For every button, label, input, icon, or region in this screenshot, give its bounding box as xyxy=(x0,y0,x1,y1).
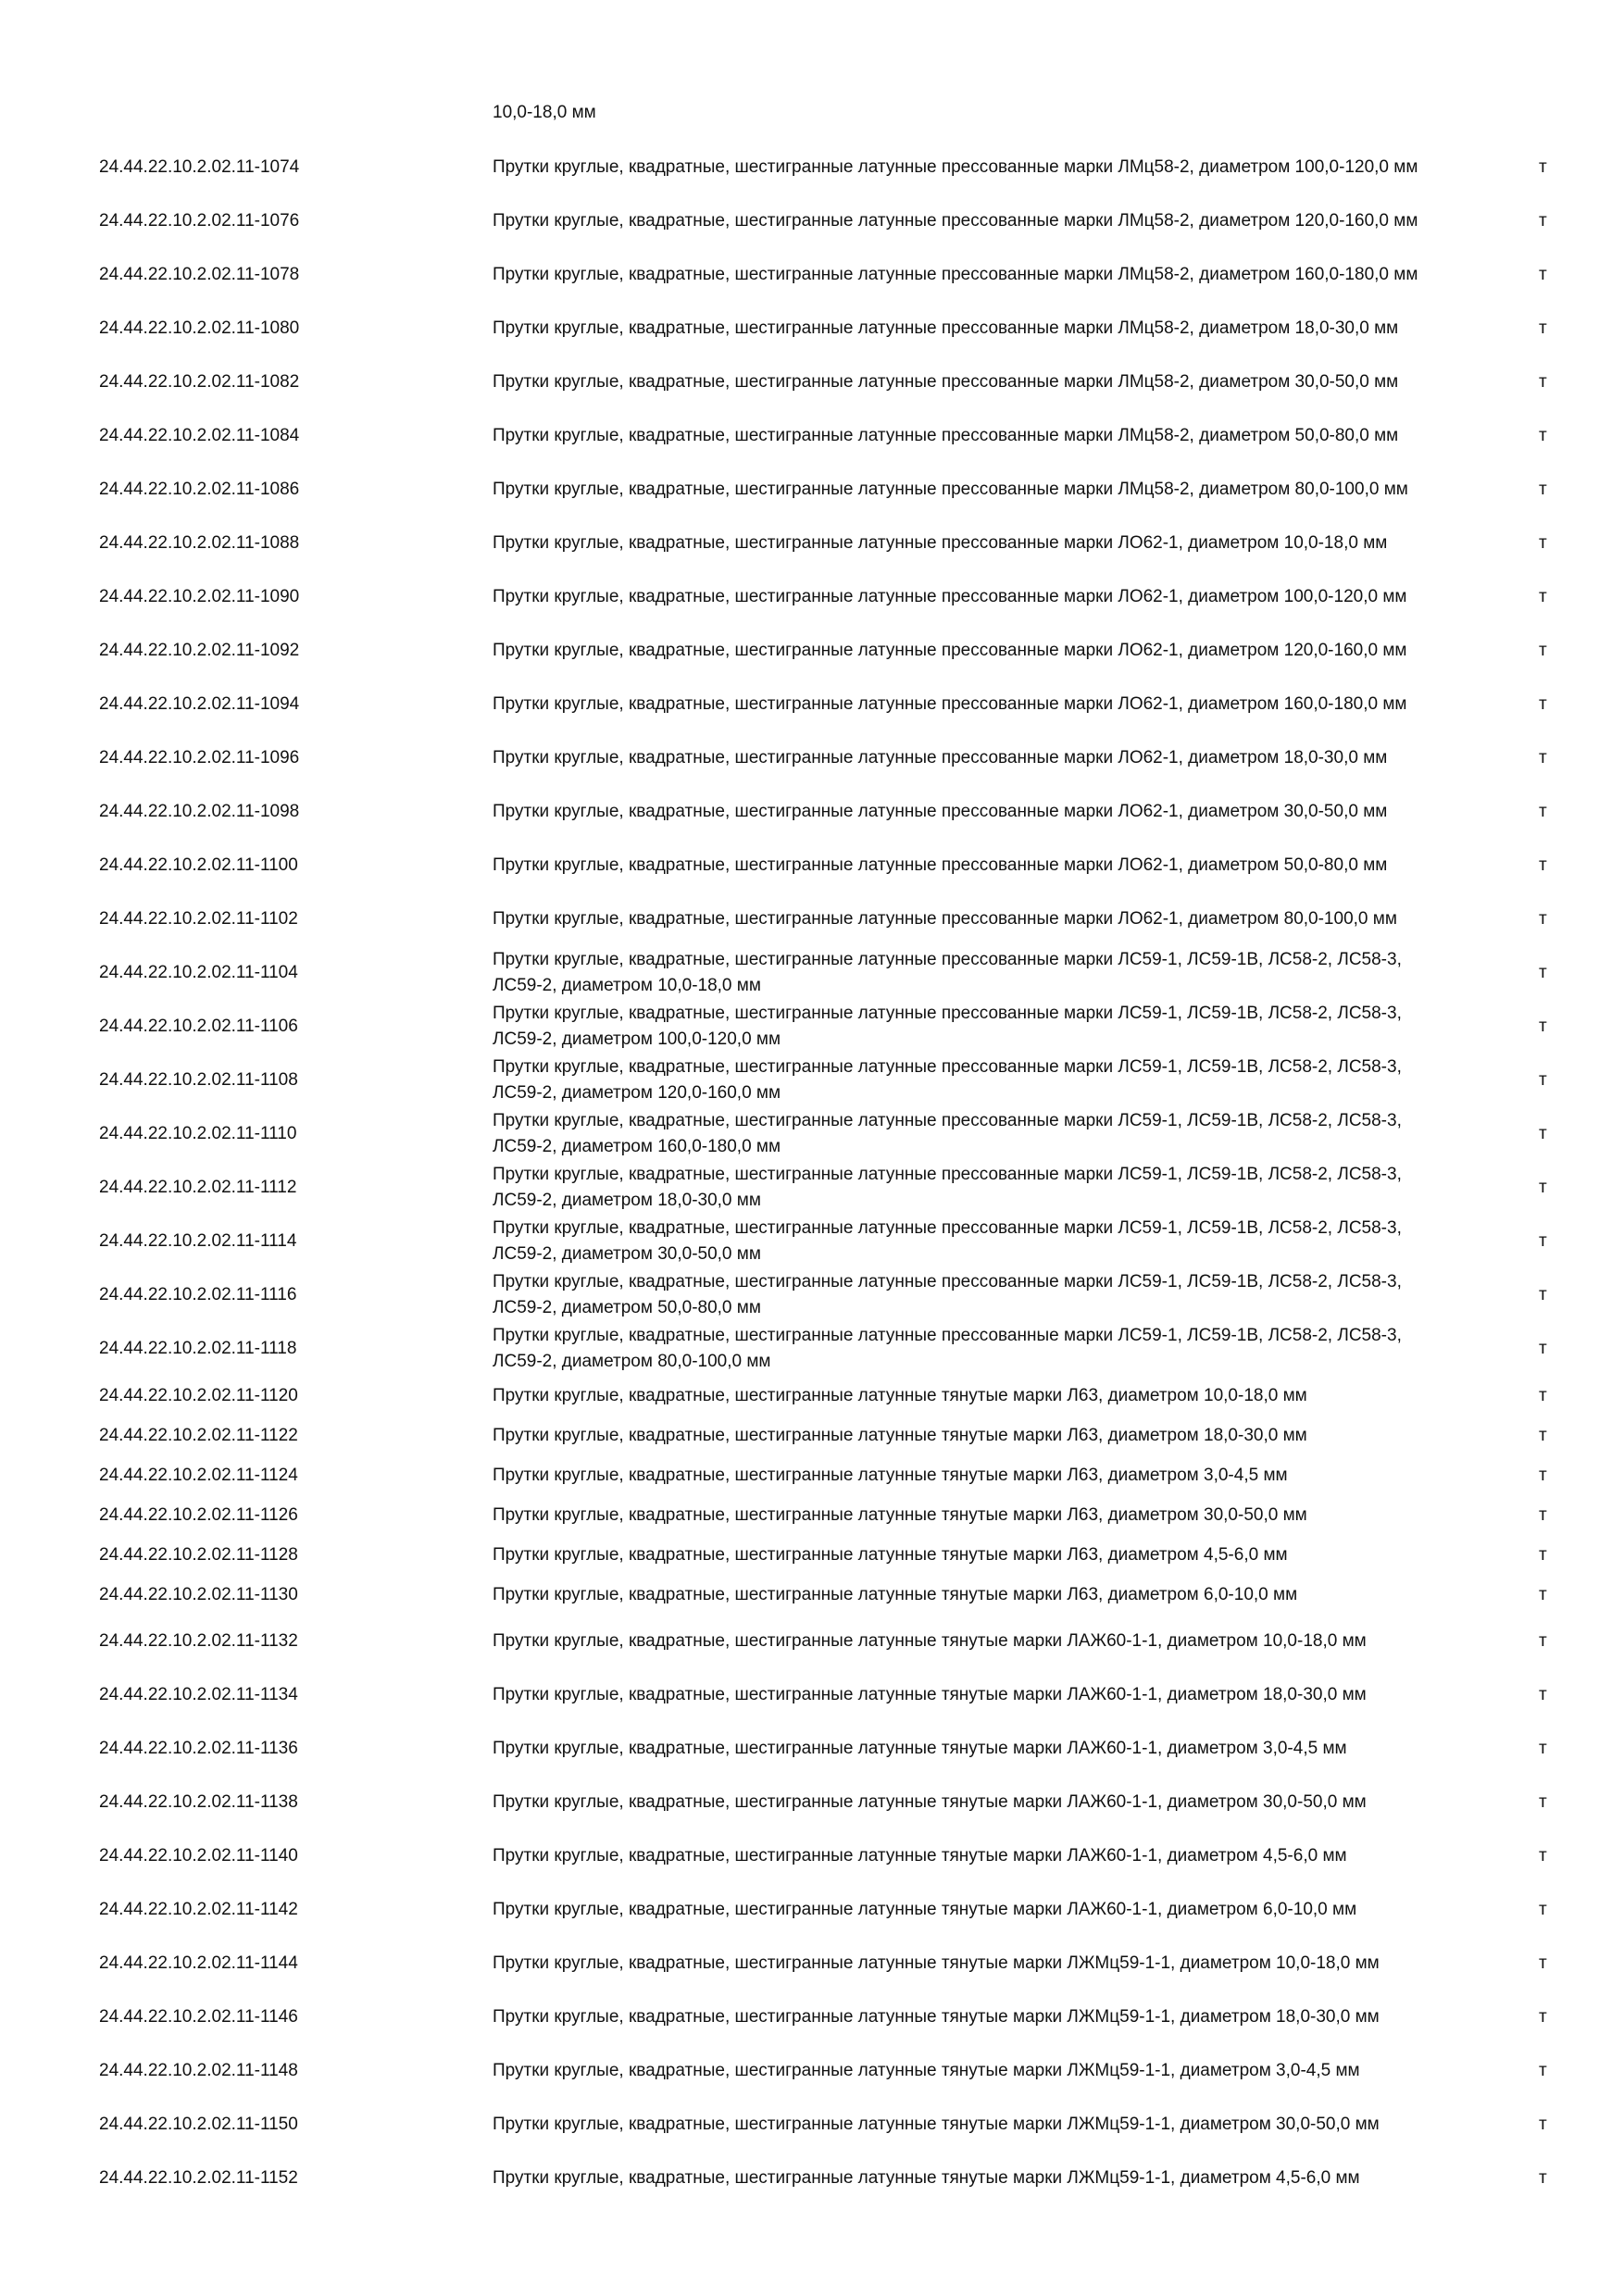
resource-code: 24.44.22.10.2.02.11-1076 xyxy=(99,211,300,231)
unit-of-measure: т xyxy=(1539,2115,1547,2134)
table-row xyxy=(0,785,1624,839)
unit-of-measure: т xyxy=(1539,2007,1547,2027)
resource-code: 24.44.22.10.2.02.11-1140 xyxy=(99,1846,298,1866)
resource-code: 24.44.22.10.2.02.11-1120 xyxy=(99,1385,298,1405)
resource-code: 24.44.22.10.2.02.11-1116 xyxy=(99,1285,297,1304)
unit-of-measure: т xyxy=(1539,587,1547,606)
resource-description: Прутки круглые, квадратные, шестигранные латунные прессованные марки ЛО62-1, диаметром 120,0-160,0 мм xyxy=(493,641,1407,660)
table-row xyxy=(0,1990,1624,2044)
table-row xyxy=(0,1416,1624,1455)
table-row xyxy=(0,731,1624,785)
table-row xyxy=(0,409,1624,463)
resource-description: Прутки круглые, квадратные, шестигранные латунные прессованные марки ЛМц58-2, диаметром 80,0-100,0 мм xyxy=(493,480,1408,499)
resource-description: Прутки круглые, квадратные, шестигранные латунные прессованные марки ЛМц58-2, диаметром 50,0-80,0 мм xyxy=(493,426,1399,445)
unit-of-measure: т xyxy=(1539,372,1547,392)
unit-of-measure: т xyxy=(1539,1231,1547,1251)
resource-description: Прутки круглые, квадратные, шестигранные латунные тянутые марки ЛАЖ60-1-1, диаметром 6,0-10,0 мм xyxy=(493,1900,1357,1919)
unit-of-measure: т xyxy=(1539,1544,1547,1565)
resource-code: 24.44.22.10.2.02.11-1122 xyxy=(99,1425,298,1445)
unit-of-measure: т xyxy=(1539,1631,1547,1651)
resource-code: 24.44.22.10.2.02.11-1128 xyxy=(99,1544,298,1565)
unit-of-measure: т xyxy=(1539,748,1547,767)
unit-of-measure: т xyxy=(1539,1178,1547,1197)
resource-description: Прутки круглые, квадратные, шестигранные латунные прессованные марки ЛО62-1, диаметром 160,0-180,0 мм xyxy=(493,694,1407,714)
unit-of-measure: т xyxy=(1539,1953,1547,1973)
unit-of-measure: т xyxy=(1539,533,1547,553)
table-row xyxy=(0,624,1624,678)
resource-code: 24.44.22.10.2.02.11-1094 xyxy=(99,694,300,714)
resource-description: Прутки круглые, квадратные, шестигранные латунные прессованные марки ЛС59-1, ЛС59-1В, ЛС58-2, ЛС58-3, ЛС59-2, диаметром 30,0-50,0 мм xyxy=(493,1218,1402,1264)
resource-code: 24.44.22.10.2.02.11-1110 xyxy=(99,1124,297,1143)
resource-code: 24.44.22.10.2.02.11-1100 xyxy=(99,855,298,875)
unit-of-measure: т xyxy=(1539,1385,1547,1405)
table-row xyxy=(0,892,1624,946)
resource-code: 24.44.22.10.2.02.11-1074 xyxy=(99,157,300,177)
resource-code: 24.44.22.10.2.02.11-1136 xyxy=(99,1739,298,1758)
unit-of-measure: т xyxy=(1539,1070,1547,1090)
resource-code: 24.44.22.10.2.02.11-1082 xyxy=(99,372,300,392)
unit-of-measure: т xyxy=(1539,1465,1547,1485)
unit-of-measure: т xyxy=(1539,1739,1547,1758)
resource-code: 24.44.22.10.2.02.11-1080 xyxy=(99,318,300,338)
resource-description: Прутки круглые, квадратные, шестигранные латунные тянутые марки Л63, диаметром 6,0-10,0 мм xyxy=(493,1584,1298,1604)
table-row xyxy=(0,1107,1624,1161)
resource-description: Прутки круглые, квадратные, шестигранные латунные тянутые марки ЛЖМц59-1-1, диаметром 10,0-18,0 мм xyxy=(493,1953,1380,1973)
resource-description: Прутки круглые, квадратные, шестигранные латунные тянутые марки ЛАЖ60-1-1, диаметром 18,0-30,0 мм xyxy=(493,1685,1367,1704)
resource-code: 24.44.22.10.2.02.11-1088 xyxy=(99,533,300,553)
unit-of-measure: т xyxy=(1539,1425,1547,1445)
resource-description: Прутки круглые, квадратные, шестигранные латунные тянутые марки Л63, диаметром 3,0-4,5 мм xyxy=(493,1465,1288,1485)
continuation-text: 10,0-18,0 мм xyxy=(493,103,596,122)
resource-description: Прутки круглые, квадратные, шестигранные латунные прессованные марки ЛМц58-2, диаметром 160,0-180,0 мм xyxy=(493,265,1418,284)
table-row xyxy=(0,1376,1624,1416)
unit-of-measure: т xyxy=(1539,802,1547,821)
table-row xyxy=(0,248,1624,302)
resource-description: Прутки круглые, квадратные, шестигранные латунные прессованные марки ЛО62-1, диаметром 50,0-80,0 мм xyxy=(493,855,1388,875)
resource-description: Прутки круглые, квадратные, шестигранные латунные прессованные марки ЛС59-1, ЛС59-1В, ЛС58-2, ЛС58-3, ЛС59-2, диаметром 10,0-18,0 мм xyxy=(493,950,1402,995)
unit-of-measure: т xyxy=(1539,1017,1547,1036)
unit-of-measure: т xyxy=(1539,909,1547,929)
unit-of-measure: т xyxy=(1539,1792,1547,1812)
resource-code: 24.44.22.10.2.02.11-1090 xyxy=(99,587,300,606)
unit-of-measure: т xyxy=(1539,1339,1547,1358)
resource-description: Прутки круглые, квадратные, шестигранные латунные тянутые марки ЛАЖ60-1-1, диаметром 30,0-50,0 мм xyxy=(493,1792,1367,1812)
resource-description: Прутки круглые, квадратные, шестигранные латунные тянутые марки ЛЖМц59-1-1, диаметром 4,5-6,0 мм xyxy=(493,2168,1360,2188)
table-row xyxy=(0,1161,1624,1215)
resource-code: 24.44.22.10.2.02.11-1118 xyxy=(99,1339,297,1358)
table-row xyxy=(0,302,1624,356)
table-row xyxy=(0,2098,1624,2152)
resource-code: 24.44.22.10.2.02.11-1102 xyxy=(99,909,298,929)
table-row xyxy=(0,678,1624,731)
resource-description: Прутки круглые, квадратные, шестигранные латунные тянутые марки Л63, диаметром 10,0-18,0 мм xyxy=(493,1385,1307,1405)
table-row xyxy=(0,570,1624,624)
table-row xyxy=(0,1829,1624,1883)
resource-code: 24.44.22.10.2.02.11-1104 xyxy=(99,963,298,982)
table-row xyxy=(0,1268,1624,1322)
unit-of-measure: т xyxy=(1539,157,1547,177)
table-row xyxy=(0,946,1624,1000)
unit-of-measure: т xyxy=(1539,1685,1547,1704)
unit-of-measure: т xyxy=(1539,480,1547,499)
table-row xyxy=(0,463,1624,517)
unit-of-measure: т xyxy=(1539,211,1547,231)
table-row xyxy=(0,1000,1624,1054)
resource-description: Прутки круглые, квадратные, шестигранные латунные прессованные марки ЛС59-1, ЛС59-1В, ЛС58-2, ЛС58-3, ЛС59-2, диаметром 120,0-160,0 мм xyxy=(493,1057,1402,1103)
resource-code: 24.44.22.10.2.02.11-1092 xyxy=(99,641,300,660)
resource-code: 24.44.22.10.2.02.11-1126 xyxy=(99,1504,298,1525)
resource-code: 24.44.22.10.2.02.11-1114 xyxy=(99,1231,297,1251)
resource-description: Прутки круглые, квадратные, шестигранные латунные прессованные марки ЛС59-1, ЛС59-1В, ЛС58-2, ЛС58-3, ЛС59-2, диаметром 18,0-30,0 мм xyxy=(493,1165,1402,1210)
unit-of-measure: т xyxy=(1539,641,1547,660)
unit-of-measure: т xyxy=(1539,426,1547,445)
resource-code: 24.44.22.10.2.02.11-1132 xyxy=(99,1631,298,1651)
resource-code: 24.44.22.10.2.02.11-1138 xyxy=(99,1792,298,1812)
unit-of-measure: т xyxy=(1539,963,1547,982)
unit-of-measure: т xyxy=(1539,1504,1547,1525)
table-row xyxy=(0,1215,1624,1268)
resource-code: 24.44.22.10.2.02.11-1078 xyxy=(99,265,300,284)
resource-description: Прутки круглые, квадратные, шестигранные латунные прессованные марки ЛМц58-2, диаметром 120,0-160,0 мм xyxy=(493,211,1418,231)
table-row xyxy=(0,1937,1624,1990)
resource-description: Прутки круглые, квадратные, шестигранные латунные прессованные марки ЛО62-1, диаметром 30,0-50,0 мм xyxy=(493,802,1388,821)
table-row xyxy=(0,2044,1624,2098)
table-row xyxy=(0,1668,1624,1722)
table-body xyxy=(0,141,1624,2205)
resource-code: 24.44.22.10.2.02.11-1084 xyxy=(99,426,300,445)
resource-description: Прутки круглые, квадратные, шестигранные латунные тянутые марки ЛАЖ60-1-1, диаметром 4,5-6,0 мм xyxy=(493,1846,1347,1866)
unit-of-measure: т xyxy=(1539,855,1547,875)
resource-code: 24.44.22.10.2.02.11-1144 xyxy=(99,1953,298,1973)
table-row xyxy=(0,1054,1624,1107)
resource-code: 24.44.22.10.2.02.11-1096 xyxy=(99,748,300,767)
resource-description: Прутки круглые, квадратные, шестигранные латунные тянутые марки Л63, диаметром 18,0-30,0 мм xyxy=(493,1425,1307,1445)
table-row xyxy=(0,1883,1624,1937)
resource-description: Прутки круглые, квадратные, шестигранные латунные тянутые марки Л63, диаметром 30,0-50,0 мм xyxy=(493,1504,1307,1525)
table-row xyxy=(0,1455,1624,1495)
resource-code: 24.44.22.10.2.02.11-1152 xyxy=(99,2168,298,2188)
table-row xyxy=(0,1575,1624,1615)
table-row xyxy=(0,517,1624,570)
resource-description: Прутки круглые, квадратные, шестигранные латунные прессованные марки ЛС59-1, ЛС59-1В, ЛС58-2, ЛС58-3, ЛС59-2, диаметром 100,0-120,0 мм xyxy=(493,1004,1402,1049)
unit-of-measure: т xyxy=(1539,318,1547,338)
resource-code: 24.44.22.10.2.02.11-1148 xyxy=(99,2061,298,2080)
table-row xyxy=(0,1535,1624,1575)
table-row xyxy=(0,356,1624,409)
table-row xyxy=(0,194,1624,248)
resource-description: Прутки круглые, квадратные, шестигранные латунные прессованные марки ЛО62-1, диаметром 80,0-100,0 мм xyxy=(493,909,1397,929)
unit-of-measure: т xyxy=(1539,265,1547,284)
resource-code: 24.44.22.10.2.02.11-1146 xyxy=(99,2007,298,2027)
table-row xyxy=(0,839,1624,892)
resource-description: Прутки круглые, квадратные, шестигранные латунные тянутые марки Л63, диаметром 4,5-6,0 мм xyxy=(493,1544,1288,1565)
table-row xyxy=(0,141,1624,194)
table-row xyxy=(0,1722,1624,1776)
resource-description: Прутки круглые, квадратные, шестигранные латунные прессованные марки ЛС59-1, ЛС59-1В, ЛС58-2, ЛС58-3, ЛС59-2, диаметром 50,0-80,0 мм xyxy=(493,1272,1402,1317)
table-row xyxy=(0,1495,1624,1535)
unit-of-measure: т xyxy=(1539,1124,1547,1143)
resource-code: 24.44.22.10.2.02.11-1098 xyxy=(99,802,300,821)
table-row xyxy=(0,1615,1624,1668)
resource-description: Прутки круглые, квадратные, шестигранные латунные прессованные марки ЛО62-1, диаметром 10,0-18,0 мм xyxy=(493,533,1388,553)
resource-code: 24.44.22.10.2.02.11-1112 xyxy=(99,1178,297,1197)
unit-of-measure: т xyxy=(1539,1846,1547,1866)
resource-description: Прутки круглые, квадратные, шестигранные латунные прессованные марки ЛМц58-2, диаметром 100,0-120,0 мм xyxy=(493,157,1418,177)
resource-code: 24.44.22.10.2.02.11-1108 xyxy=(99,1070,298,1090)
resource-description: Прутки круглые, квадратные, шестигранные латунные прессованные марки ЛМц58-2, диаметром 18,0-30,0 мм xyxy=(493,318,1399,338)
resource-code: 24.44.22.10.2.02.11-1142 xyxy=(99,1900,298,1919)
resource-description: Прутки круглые, квадратные, шестигранные латунные тянутые марки ЛЖМц59-1-1, диаметром 18,0-30,0 мм xyxy=(493,2007,1380,2027)
resource-code: 24.44.22.10.2.02.11-1086 xyxy=(99,480,300,499)
unit-of-measure: т xyxy=(1539,1584,1547,1604)
resource-description: Прутки круглые, квадратные, шестигранные латунные тянутые марки ЛАЖ60-1-1, диаметром 3,0-4,5 мм xyxy=(493,1739,1347,1758)
unit-of-measure: т xyxy=(1539,1285,1547,1304)
resource-description: Прутки круглые, квадратные, шестигранные латунные прессованные марки ЛМц58-2, диаметром 30,0-50,0 мм xyxy=(493,372,1399,392)
resource-code: 24.44.22.10.2.02.11-1106 xyxy=(99,1017,298,1036)
table-row xyxy=(0,1322,1624,1376)
resource-code: 24.44.22.10.2.02.11-1150 xyxy=(99,2115,298,2134)
resource-description: Прутки круглые, квадратные, шестигранные латунные прессованные марки ЛС59-1, ЛС59-1В, ЛС58-2, ЛС58-3, ЛС59-2, диаметром 160,0-180,0 мм xyxy=(493,1111,1402,1156)
resource-code: 24.44.22.10.2.02.11-1134 xyxy=(99,1685,298,1704)
resource-code: 24.44.22.10.2.02.11-1130 xyxy=(99,1584,298,1604)
table-row xyxy=(0,1776,1624,1829)
resource-description: Прутки круглые, квадратные, шестигранные латунные прессованные марки ЛО62-1, диаметром 100,0-120,0 мм xyxy=(493,587,1407,606)
table-row xyxy=(0,2152,1624,2205)
unit-of-measure: т xyxy=(1539,2061,1547,2080)
resource-description: Прутки круглые, квадратные, шестигранные латунные тянутые марки ЛЖМц59-1-1, диаметром 3,0-4,5 мм xyxy=(493,2061,1360,2080)
unit-of-measure: т xyxy=(1539,2168,1547,2188)
resource-description: Прутки круглые, квадратные, шестигранные латунные прессованные марки ЛС59-1, ЛС59-1В, ЛС58-2, ЛС58-3, ЛС59-2, диаметром 80,0-100,0 мм xyxy=(493,1326,1402,1371)
unit-of-measure: т xyxy=(1539,694,1547,714)
resource-description: Прутки круглые, квадратные, шестигранные латунные тянутые марки ЛЖМц59-1-1, диаметром 30,0-50,0 мм xyxy=(493,2115,1380,2134)
resource-description: Прутки круглые, квадратные, шестигранные латунные прессованные марки ЛО62-1, диаметром 18,0-30,0 мм xyxy=(493,748,1388,767)
resource-code: 24.44.22.10.2.02.11-1124 xyxy=(99,1465,298,1485)
resource-description: Прутки круглые, квадратные, шестигранные латунные тянутые марки ЛАЖ60-1-1, диаметром 10,0-18,0 мм xyxy=(493,1631,1367,1651)
unit-of-measure: т xyxy=(1539,1900,1547,1919)
